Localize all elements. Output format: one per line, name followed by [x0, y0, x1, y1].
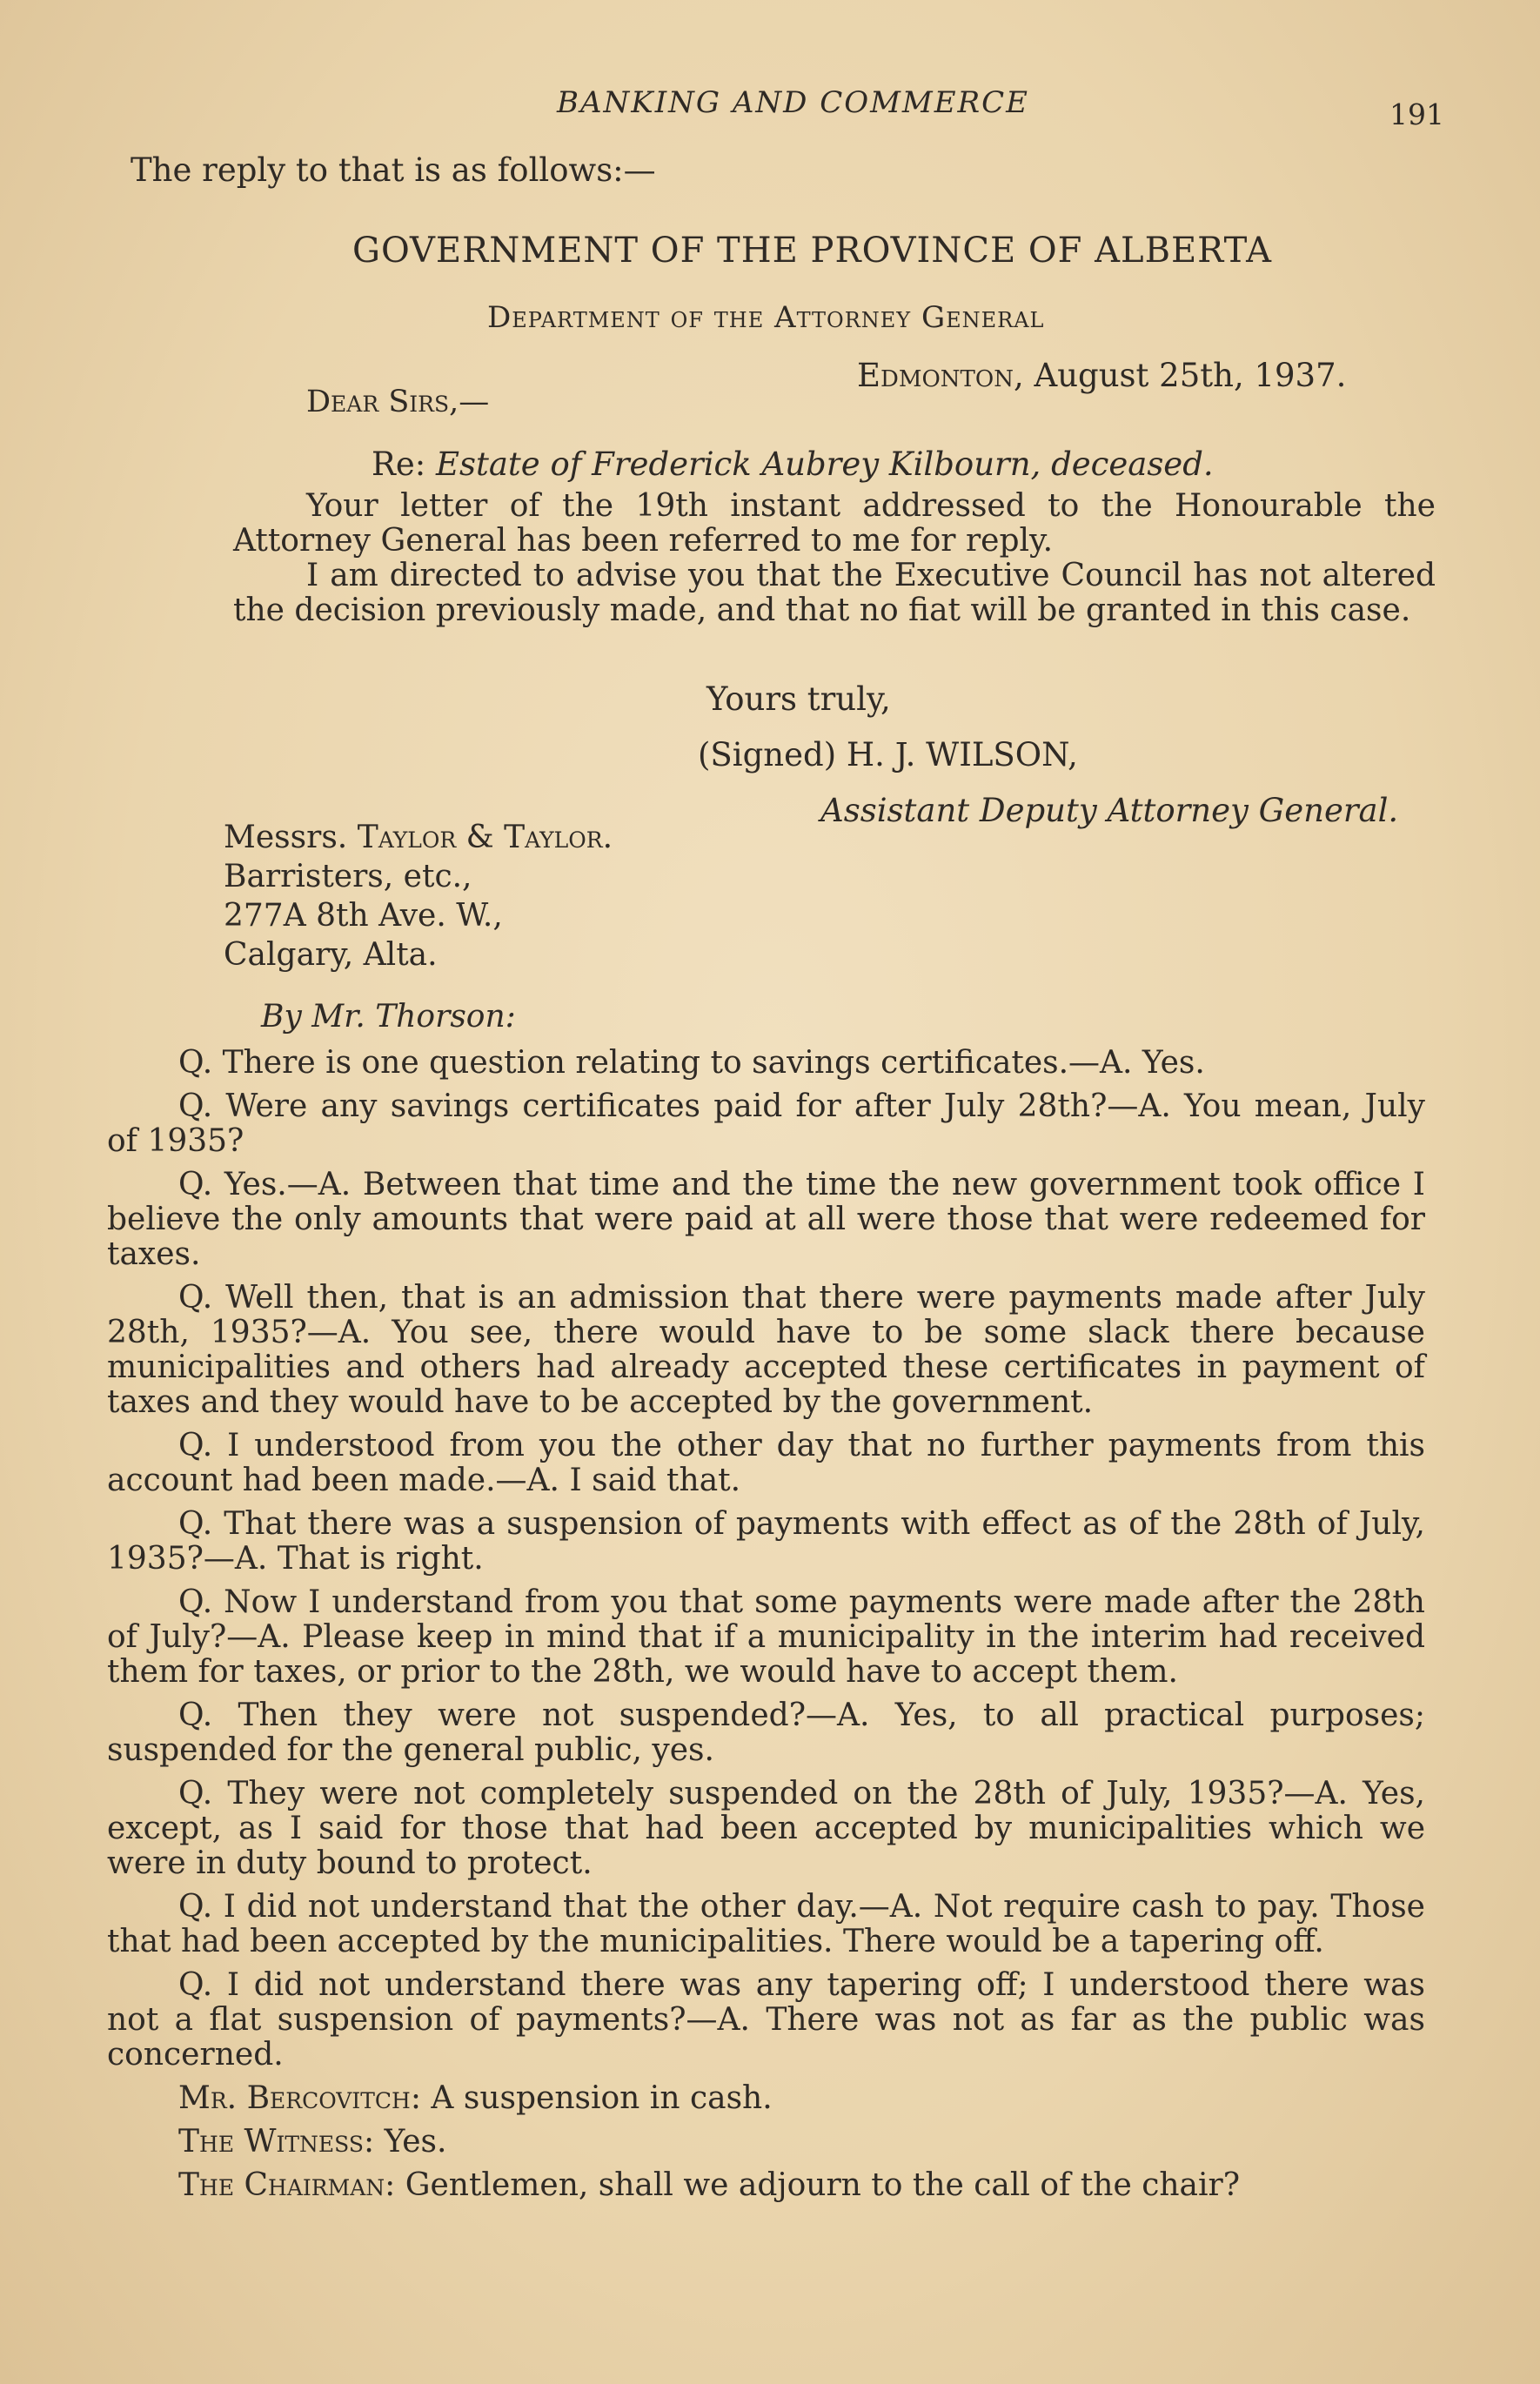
- addressee-line: [224, 818, 613, 857]
- qa-paragraph: Q. There is one question relating to savings certificates.—A. Yes.: [178, 1045, 1205, 1081]
- addressee-line: Calgary, Alta.: [224, 937, 438, 973]
- letter-closing: Yours truly,: [706, 680, 891, 718]
- letter-salutation: Dear Sirs,—: [306, 385, 490, 419]
- speaker: The Witness:: [178, 2124, 375, 2160]
- speaker: The Chairman:: [178, 2167, 396, 2203]
- re-subject: Estate of Frederick Aubrey Kilbourn, deceased.: [436, 445, 1214, 483]
- letter-date-line: [857, 357, 1346, 394]
- remark-text: Gentlemen, shall we adjourn to the call of the chair?: [405, 2167, 1241, 2203]
- running-header: BANKING AND COMMERCE: [557, 85, 1029, 120]
- signer-title: Assistant Deputy Attorney General.: [820, 792, 1399, 829]
- letter-date: August 25th, 1937.: [1034, 357, 1347, 394]
- letter-body: [233, 489, 1436, 628]
- remark-paragraph: [107, 2168, 1425, 2203]
- letter-subject: [372, 445, 1214, 483]
- qa-paragraph: Q. Yes.—A. Between that time and the time the new government took office I believe the only amounts that were paid at all were those that were redeemed for taxes.: [107, 1167, 1425, 1272]
- page-number: 191: [1389, 97, 1444, 131]
- intro-line: The reply to that is as follows:—: [131, 151, 656, 189]
- letter-signature: (Signed) H. J. WILSON,: [698, 736, 1078, 773]
- addressee-line: Barristers, etc.,: [224, 859, 472, 894]
- speaker: Mr. Bercovitch:: [178, 2080, 421, 2116]
- letter-paragraph: I am directed to advise you that the Executive Council has not altered the decision previously made, and that no fiat will be granted in this case.: [233, 558, 1436, 628]
- testimony: [107, 1046, 1425, 2212]
- examiner-heading: By Mr. Thorson:: [261, 999, 516, 1035]
- qa-paragraph: Q. Then they were not suspended?—A. Yes, to all practical purposes; suspended for the general public, yes.: [107, 1698, 1425, 1768]
- remark-text: A suspension in cash.: [431, 2080, 773, 2116]
- remark-paragraph: [107, 2081, 1425, 2116]
- letter-place: Edmonton,: [857, 357, 1024, 394]
- letter-paragraph: Your letter of the 19th instant addressed to the Honourable the Attorney General has been referred to me for reply.: [233, 488, 1436, 559]
- addressee-block: [224, 818, 613, 974]
- remark-paragraph: [107, 2125, 1425, 2160]
- addressee-firm: Taylor & Taylor.: [357, 820, 613, 855]
- re-label: Re:: [372, 445, 426, 483]
- qa-paragraph: Q. I did not understand that the other day.—A. Not require cash to pay. Those that had been accepted by the municipalities. There would be a tapering off.: [107, 1889, 1425, 1959]
- letterhead-government: GOVERNMENT OF THE PROVINCE OF ALBERTA: [352, 231, 1272, 271]
- qa-paragraph: Q. I did not understand there was any tapering off; I understood there was not a flat suspension of payments?—A. There was not as far as the public was concerned.: [107, 1967, 1425, 2073]
- letterhead-department: Department of the Attorney General: [487, 300, 1045, 335]
- qa-paragraph: Q. They were not completely suspended on the 28th of July, 1935?—A. Yes, except, as I said for those that had been accepted by municipalities which we were in duty bound to protect.: [107, 1776, 1425, 1881]
- qa-paragraph: Q. That there was a suspension of payments with effect as of the 28th of July, 1935?—A. That is right.: [107, 1506, 1425, 1577]
- qa-paragraph: Q. I understood from you the other day that no further payments from this account had been made.—A. I said that.: [107, 1428, 1425, 1498]
- addressee-line: 277A 8th Ave. W.,: [224, 898, 503, 934]
- remark-text: Yes.: [384, 2124, 447, 2160]
- qa-paragraph: Q. Were any savings certificates paid for after July 28th?—A. You mean, July of 1935?: [107, 1088, 1425, 1159]
- addressee-prefix: Messrs.: [224, 820, 348, 855]
- qa-paragraph: Q. Well then, that is an admission that there were payments made after July 28th, 1935?—A. You see, there would have to be some slack there because municipalities and others had already accepted these certificates in payment of taxes and they would have to be accepted by the government.: [107, 1280, 1425, 1420]
- qa-paragraph: Q. Now I understand from you that some payments were made after the 28th of July?—A. Please keep in mind that if a municipality in the interim had received them for taxes, or prior to the 28th, we would have to accept them.: [107, 1584, 1425, 1690]
